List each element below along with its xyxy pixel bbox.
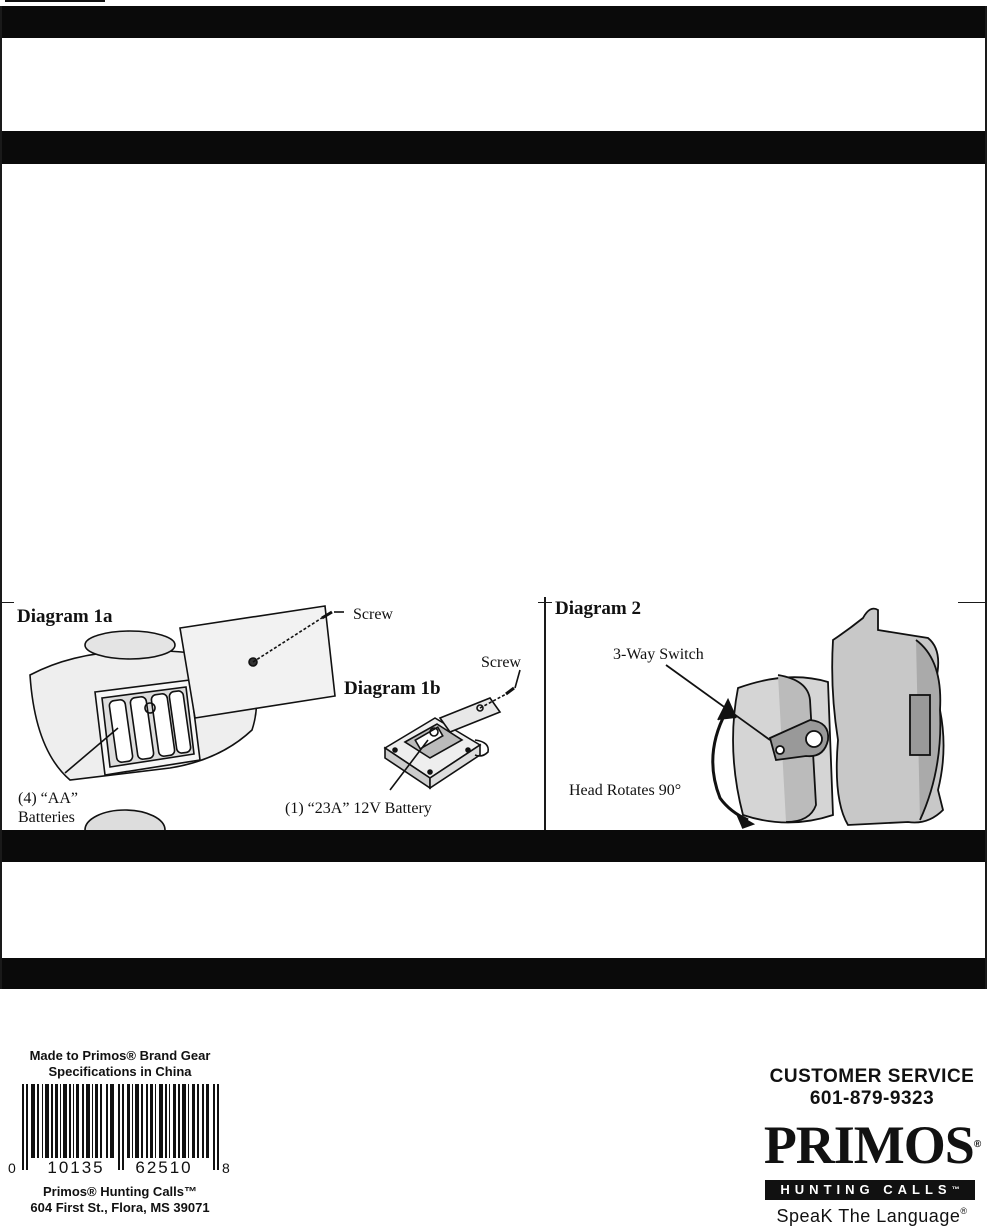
section-header-bar-1 [0, 6, 987, 38]
head-rotates-label: Head Rotates 90° [569, 782, 682, 799]
made-to-line1: Made to Primos® Brand Gear [29, 1048, 211, 1063]
section-header-bar-3 [0, 830, 987, 862]
primos-brand-logo [757, 1115, 987, 1175]
diagram-2-illustration [548, 600, 958, 830]
section-header-bar-2 [0, 131, 987, 164]
barcode-digits-group2: 62510 [135, 1158, 193, 1177]
barcode-panel [8, 1040, 232, 1220]
heading-underline [5, 0, 105, 2]
tagline-reg-mark: ® [960, 1206, 968, 1216]
hunting-calls-tm: ™ [951, 1185, 960, 1194]
primos-reg-mark: ® [973, 1139, 981, 1150]
barcode-digit-right: 8 [222, 1160, 230, 1176]
hunting-calls-text: HUNTING CALLS [780, 1182, 952, 1197]
primos-logo-block [757, 1062, 987, 1226]
diagram-1a-screw-label: Screw [353, 606, 393, 623]
customer-service-phone: 601-879-9323 [809, 1088, 935, 1109]
diagram-1-illustration [10, 600, 540, 830]
23a-battery-label: (1) “23A” 12V Battery [285, 800, 432, 817]
diagram-1b-screw-label: Screw [481, 654, 521, 671]
frame-right-border [985, 6, 987, 989]
diagram-1a-title: Diagram 1a [17, 606, 113, 627]
diagram-top-rule-right [958, 602, 986, 603]
aa-batteries-label-line2: Batteries [18, 809, 75, 826]
diagram-1b-title: Diagram 1b [344, 678, 441, 699]
hunting-calls-bar [765, 1180, 975, 1200]
tagline-text: SpeaK The Language [776, 1206, 961, 1226]
primos-brand-word: PRIMOS [763, 1115, 974, 1175]
three-way-switch-label: 3-Way Switch [613, 646, 704, 663]
section-header-bar-4 [0, 958, 987, 989]
frame-left-border [0, 6, 2, 989]
barcode-company: Primos® Hunting Calls™ [42, 1184, 198, 1199]
diagram-divider [544, 597, 546, 830]
tagline [757, 1206, 987, 1227]
diagram-2-title: Diagram 2 [555, 598, 642, 619]
barcode-address: 604 First St., Flora, MS 39071 [30, 1200, 210, 1215]
customer-service-label: CUSTOMER SERVICE [769, 1066, 975, 1087]
barcode-digit-left: 0 [8, 1160, 16, 1176]
barcode-digits-group1: 10135 [47, 1158, 105, 1177]
aa-batteries-label-line1: (4) “AA” [18, 790, 78, 807]
made-to-line2: Specifications in China [48, 1064, 192, 1079]
